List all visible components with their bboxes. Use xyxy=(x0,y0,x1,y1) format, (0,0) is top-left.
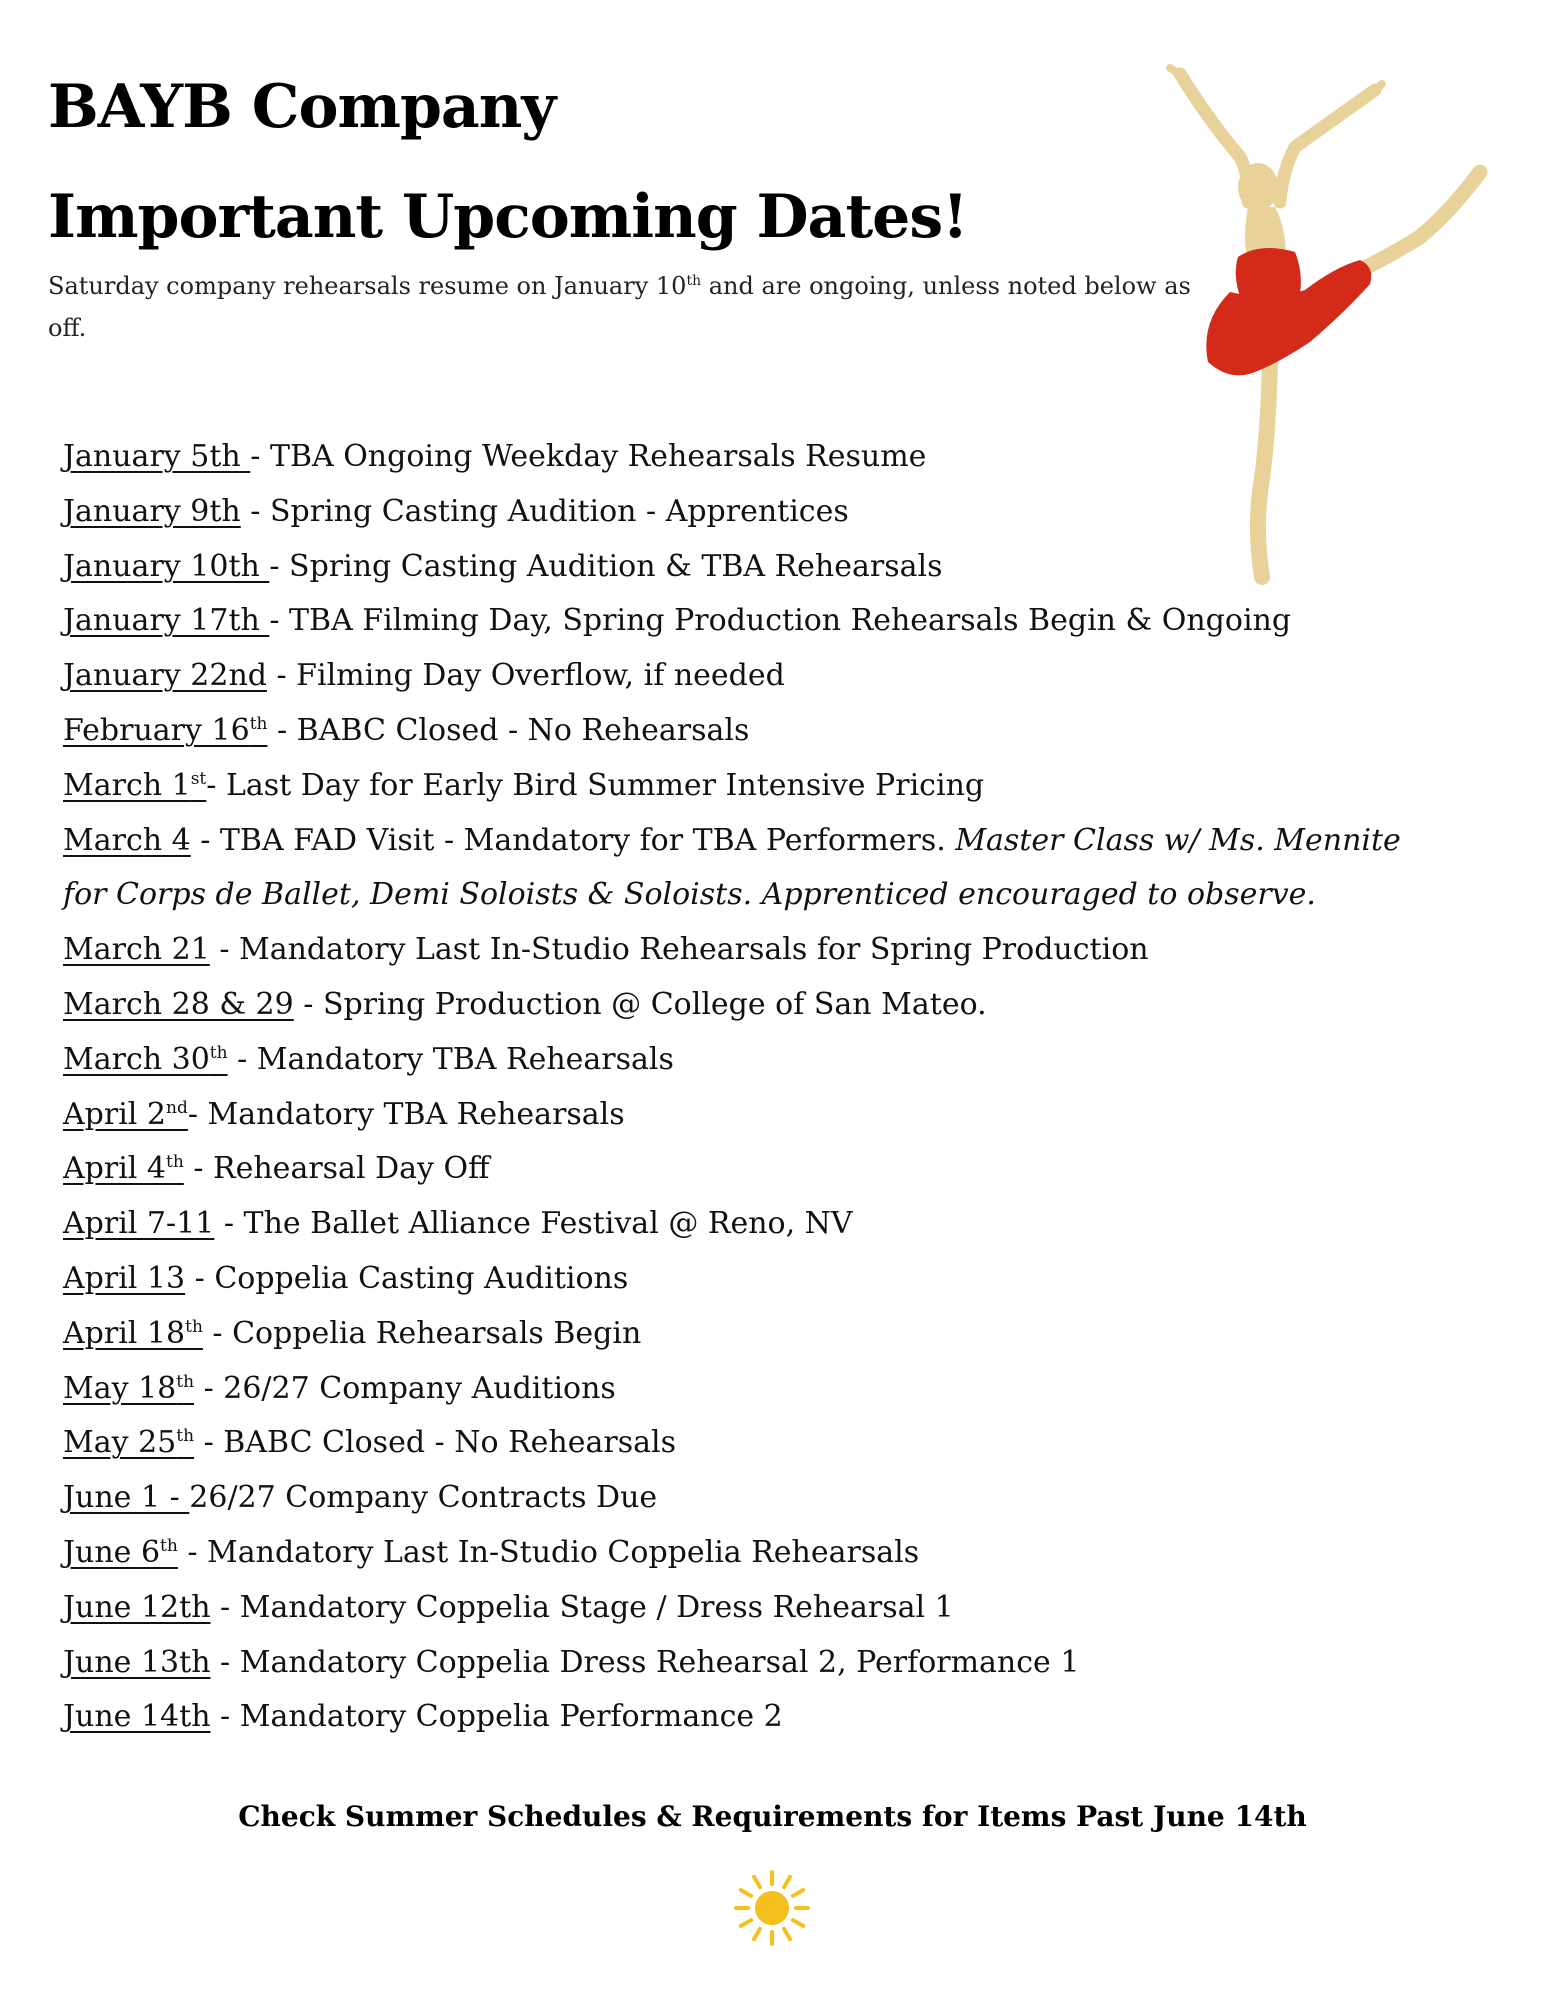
schedule-description: - Spring Production @ College of San Mateo. xyxy=(293,986,987,1022)
schedule-description: 26/27 Company Contracts Due xyxy=(189,1480,658,1516)
schedule-date xyxy=(63,1590,211,1625)
schedule-date-suffix: th xyxy=(176,1426,195,1447)
schedule-description: - Mandatory TBA Rehearsals xyxy=(187,1096,625,1132)
schedule-item xyxy=(63,1088,1423,1143)
schedule-date xyxy=(63,1097,188,1132)
schedule-list xyxy=(63,430,1423,1745)
schedule-date xyxy=(63,1206,214,1241)
schedule-item xyxy=(63,1526,1423,1581)
schedule-date-text: February 16 xyxy=(63,712,250,748)
intro-superscript: th xyxy=(686,273,702,289)
title-line-2: Important Upcoming Dates! xyxy=(48,182,968,252)
schedule-date-text: January 17th xyxy=(63,603,270,639)
schedule-date-text: April 7-11 xyxy=(63,1206,215,1242)
schedule-item xyxy=(63,1252,1423,1307)
ballerina-illustration xyxy=(1120,62,1500,592)
schedule-item xyxy=(63,1471,1423,1526)
schedule-description: - Mandatory Last In-Studio Coppelia Rehearsals xyxy=(177,1534,920,1570)
schedule-item xyxy=(63,978,1423,1033)
schedule-date xyxy=(63,713,267,748)
schedule-date xyxy=(63,987,294,1022)
schedule-date-suffix: nd xyxy=(166,1097,188,1118)
schedule-date-suffix: th xyxy=(185,1316,203,1337)
schedule-date-text: April 13 xyxy=(63,1260,186,1296)
schedule-date-text: April 18 xyxy=(63,1315,186,1351)
schedule-date-text: June 13th xyxy=(63,1644,211,1680)
schedule-date xyxy=(63,1371,194,1406)
schedule-date-text: June 12th xyxy=(63,1589,211,1625)
schedule-date-text: May 25 xyxy=(63,1425,177,1461)
schedule-description: - Spring Casting Audition - Apprentices xyxy=(240,493,849,529)
schedule-description: - The Ballet Alliance Festival @ Reno, NV xyxy=(214,1206,853,1242)
schedule-item xyxy=(63,1636,1423,1691)
schedule-date-text: June 1 - xyxy=(63,1480,190,1516)
schedule-date xyxy=(63,1261,185,1296)
schedule-item xyxy=(63,1033,1423,1088)
schedule-date-suffix: th xyxy=(160,1535,178,1556)
schedule-date xyxy=(63,1316,203,1351)
schedule-item xyxy=(63,1307,1423,1362)
page-title xyxy=(48,52,967,272)
schedule-date-text: March 21 xyxy=(63,932,210,968)
schedule-date-text: May 18 xyxy=(63,1370,177,1406)
schedule-date-suffix: th xyxy=(209,1042,228,1063)
schedule-description: - Mandatory Coppelia Dress Rehearsal 2, Performance 1 xyxy=(210,1644,1080,1680)
schedule-date xyxy=(63,1151,184,1186)
schedule-item xyxy=(63,759,1423,814)
schedule-item xyxy=(63,704,1423,759)
schedule-date-suffix: th xyxy=(249,713,268,734)
schedule-description: - Mandatory Coppelia Performance 2 xyxy=(210,1699,783,1735)
schedule-date xyxy=(63,768,206,803)
schedule-date-suffix: th xyxy=(166,1152,184,1173)
schedule-item xyxy=(63,1416,1423,1471)
schedule-date xyxy=(63,1645,211,1680)
schedule-note: Master Class w/ Ms. Mennite for Corps de Ballet, Demi Soloists & Soloists. Apprenticed encouraged to observe. xyxy=(63,822,1401,913)
intro-text-start: Saturday company rehearsals resume on January 10 xyxy=(48,272,687,300)
schedule-item xyxy=(63,814,1423,924)
schedule-date-text: January 5th xyxy=(63,439,251,474)
schedule-date xyxy=(63,1535,178,1570)
schedule-description: - Coppelia Casting Auditions xyxy=(185,1260,629,1296)
schedule-item xyxy=(63,1690,1423,1745)
schedule-description: - Mandatory Last In-Studio Rehearsals for Spring Production xyxy=(209,932,1149,968)
schedule-date xyxy=(63,1699,211,1734)
schedule-date-text: June 14th xyxy=(63,1699,211,1735)
schedule-date xyxy=(63,823,191,858)
schedule-item xyxy=(63,594,1423,649)
intro-text xyxy=(48,265,1198,349)
schedule-item xyxy=(63,923,1423,978)
schedule-description: - TBA Filming Day, Spring Production Rehearsals Begin & Ongoing xyxy=(269,603,1292,639)
schedule-date xyxy=(63,1480,189,1515)
schedule-date-text: March 28 & 29 xyxy=(63,986,294,1022)
schedule-date-text: March 1 xyxy=(63,767,191,803)
schedule-date xyxy=(63,1042,228,1077)
schedule-description: - Mandatory Coppelia Stage / Dress Rehearsal 1 xyxy=(210,1589,954,1625)
schedule-date-text: January 10th xyxy=(63,548,270,584)
schedule-description: - BABC Closed - No Rehearsals xyxy=(194,1425,676,1461)
intro-text-end: and are ongoing, unless noted below as off. xyxy=(48,272,1191,342)
schedule-item xyxy=(63,1362,1423,1417)
schedule-date-text: January 22nd xyxy=(63,658,267,694)
schedule-description: - Mandatory TBA Rehearsals xyxy=(227,1041,674,1077)
schedule-description: - Spring Casting Audition & TBA Rehearsals xyxy=(269,548,943,584)
closing-note: Check Summer Schedules & Requirements for Items Past June 14th xyxy=(238,1800,1307,1833)
schedule-description: - Filming Day Overflow, if needed xyxy=(266,658,785,694)
schedule-description: - Coppelia Rehearsals Begin xyxy=(202,1315,642,1351)
schedule-description: - TBA FAD Visit - Mandatory for TBA Performers. xyxy=(190,822,956,858)
schedule-date-text: June 6 xyxy=(63,1534,161,1570)
schedule-date-text: April 2 xyxy=(63,1096,167,1132)
schedule-description: - Last Day for Early Bird Summer Intensive Pricing xyxy=(206,767,985,803)
title-line-1: BAYB Company xyxy=(48,72,556,142)
schedule-date-text: March 4 xyxy=(63,822,191,858)
schedule-date-text: January 9th xyxy=(63,493,241,529)
schedule-item xyxy=(63,1197,1423,1252)
schedule-date xyxy=(63,932,210,967)
schedule-date xyxy=(63,1425,194,1460)
schedule-description: - Rehearsal Day Off xyxy=(183,1151,490,1187)
schedule-item xyxy=(63,1142,1423,1197)
schedule-date xyxy=(63,439,250,474)
schedule-item xyxy=(63,1581,1423,1636)
schedule-date-suffix: th xyxy=(176,1371,195,1392)
schedule-date-suffix: st xyxy=(190,768,207,789)
schedule-description: - 26/27 Company Auditions xyxy=(194,1370,616,1406)
schedule-date xyxy=(63,494,241,529)
schedule-date-text: March 30 xyxy=(63,1041,210,1077)
schedule-item xyxy=(63,649,1423,704)
sun-icon xyxy=(732,1868,812,1948)
schedule-description: - BABC Closed - No Rehearsals xyxy=(267,712,750,748)
schedule-date xyxy=(63,658,267,693)
schedule-date xyxy=(63,549,269,584)
schedule-description: - TBA Ongoing Weekday Rehearsals Resume xyxy=(250,439,927,474)
schedule-date xyxy=(63,603,269,638)
schedule-date-text: April 4 xyxy=(63,1151,167,1187)
